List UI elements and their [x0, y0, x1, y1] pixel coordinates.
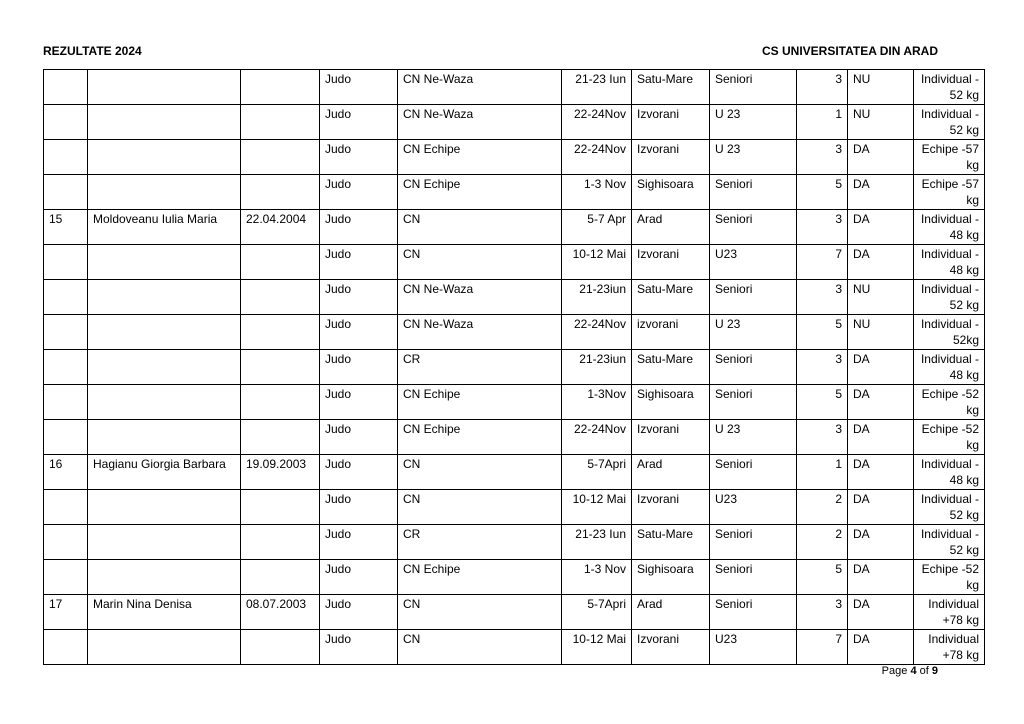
cell-category: Seniori	[710, 280, 797, 315]
cell-name	[88, 140, 241, 175]
cell-location: Arad	[632, 210, 710, 245]
table-row	[44, 105, 985, 140]
cell-competition: CN	[398, 630, 562, 665]
cell-name	[88, 350, 241, 385]
page-number: 4	[910, 665, 917, 677]
cell-period: 5-7 Apr	[562, 210, 632, 245]
cell-place: 3	[797, 70, 848, 105]
cell-place: 5	[797, 315, 848, 350]
table-row	[44, 385, 985, 420]
cell-sport: Judo	[320, 210, 398, 245]
cell-birthdate	[241, 630, 320, 665]
cell-flag: DA	[848, 350, 914, 385]
table-row	[44, 140, 985, 175]
cell-nr	[44, 140, 88, 175]
cell-category: U23	[710, 245, 797, 280]
cell-nr	[44, 420, 88, 455]
cell-competition: CN Ne-Waza	[398, 315, 562, 350]
cell-period: 1-3 Nov	[562, 560, 632, 595]
cell-place: 5	[797, 560, 848, 595]
cell-place: 3	[797, 350, 848, 385]
cell-birthdate	[241, 350, 320, 385]
cell-name: Moldoveanu Iulia Maria	[88, 210, 241, 245]
cell-event: Individual - 52 kg	[914, 280, 985, 315]
cell-nr	[44, 70, 88, 105]
cell-nr: 16	[44, 455, 88, 490]
cell-location: Izvorani	[632, 140, 710, 175]
cell-location: Satu-Mare	[632, 70, 710, 105]
cell-period: 21-23 Iun	[562, 70, 632, 105]
cell-competition: CN	[398, 455, 562, 490]
cell-flag: DA	[848, 245, 914, 280]
cell-flag: DA	[848, 490, 914, 525]
cell-event: Individual - 48 kg	[914, 350, 985, 385]
cell-period: 5-7Apri	[562, 595, 632, 630]
cell-event: Individual - 48 kg	[914, 455, 985, 490]
cell-sport: Judo	[320, 420, 398, 455]
cell-competition: CN Echipe	[398, 385, 562, 420]
cell-place: 5	[797, 385, 848, 420]
cell-birthdate: 22.04.2004	[241, 210, 320, 245]
table-row	[44, 315, 985, 350]
cell-birthdate	[241, 490, 320, 525]
cell-nr	[44, 385, 88, 420]
cell-place: 7	[797, 245, 848, 280]
header-right-title: CS UNIVERSITATEA DIN ARAD	[761, 44, 938, 58]
table-row	[44, 595, 985, 630]
table-row	[44, 630, 985, 665]
cell-flag: DA	[848, 595, 914, 630]
cell-sport: Judo	[320, 70, 398, 105]
cell-name: Marin Nina Denisa	[88, 595, 241, 630]
cell-flag: DA	[848, 630, 914, 665]
page-footer	[882, 665, 938, 677]
table-row	[44, 280, 985, 315]
cell-period: 10-12 Mai	[562, 490, 632, 525]
cell-category: Seniori	[710, 210, 797, 245]
cell-nr	[44, 525, 88, 560]
cell-sport: Judo	[320, 105, 398, 140]
cell-category: U23	[710, 630, 797, 665]
cell-place: 3	[797, 595, 848, 630]
cell-place: 2	[797, 490, 848, 525]
cell-category: Seniori	[710, 595, 797, 630]
cell-competition: CN	[398, 490, 562, 525]
cell-period: 10-12 Mai	[562, 245, 632, 280]
cell-event: Individual - 52 kg	[914, 105, 985, 140]
cell-competition: CN	[398, 595, 562, 630]
cell-nr	[44, 280, 88, 315]
cell-location: Satu-Mare	[632, 350, 710, 385]
cell-competition: CN Echipe	[398, 420, 562, 455]
cell-name	[88, 560, 241, 595]
cell-location: Satu-Mare	[632, 280, 710, 315]
cell-category: Seniori	[710, 175, 797, 210]
cell-event: Individual - 48 kg	[914, 210, 985, 245]
cell-name	[88, 420, 241, 455]
cell-flag: DA	[848, 455, 914, 490]
cell-birthdate	[241, 175, 320, 210]
cell-flag: DA	[848, 175, 914, 210]
cell-flag: DA	[848, 420, 914, 455]
cell-period: 5-7Apri	[562, 455, 632, 490]
cell-event: Echipe -52 kg	[914, 385, 985, 420]
cell-nr	[44, 560, 88, 595]
cell-name	[88, 245, 241, 280]
table-row	[44, 350, 985, 385]
cell-sport: Judo	[320, 385, 398, 420]
cell-sport: Judo	[320, 140, 398, 175]
cell-place: 1	[797, 105, 848, 140]
cell-location: Izvorani	[632, 420, 710, 455]
cell-event: Echipe -57 kg	[914, 140, 985, 175]
cell-nr	[44, 490, 88, 525]
cell-event: Echipe -52 kg	[914, 420, 985, 455]
page-total: 9	[931, 665, 938, 677]
cell-category: U 23	[710, 315, 797, 350]
cell-period: 21-23iun	[562, 280, 632, 315]
cell-flag: NU	[848, 280, 914, 315]
cell-flag: NU	[848, 315, 914, 350]
cell-name	[88, 105, 241, 140]
cell-period: 1-3Nov	[562, 385, 632, 420]
cell-name	[88, 315, 241, 350]
results-table	[43, 69, 985, 665]
cell-birthdate	[241, 385, 320, 420]
cell-place: 3	[797, 420, 848, 455]
cell-period: 1-3 Nov	[562, 175, 632, 210]
results-table-body	[44, 70, 985, 665]
cell-place: 3	[797, 280, 848, 315]
cell-name	[88, 280, 241, 315]
cell-flag: DA	[848, 525, 914, 560]
cell-place: 3	[797, 210, 848, 245]
cell-nr: 17	[44, 595, 88, 630]
cell-name: Hagianu Giorgia Barbara	[88, 455, 241, 490]
cell-sport: Judo	[320, 245, 398, 280]
cell-event: Echipe -57 kg	[914, 175, 985, 210]
cell-location: Arad	[632, 595, 710, 630]
cell-sport: Judo	[320, 455, 398, 490]
cell-sport: Judo	[320, 525, 398, 560]
cell-period: 10-12 Mai	[562, 630, 632, 665]
cell-category: U23	[710, 490, 797, 525]
cell-category: Seniori	[710, 350, 797, 385]
cell-location: Izvorani	[632, 245, 710, 280]
cell-birthdate	[241, 315, 320, 350]
cell-birthdate	[241, 245, 320, 280]
cell-location: Sighisoara	[632, 560, 710, 595]
table-row	[44, 210, 985, 245]
of-word: of	[919, 665, 929, 677]
cell-period: 22-24Nov	[562, 420, 632, 455]
cell-birthdate	[241, 525, 320, 560]
cell-event: Individual - 48 kg	[914, 245, 985, 280]
cell-name	[88, 525, 241, 560]
cell-place: 5	[797, 175, 848, 210]
cell-competition: CN Echipe	[398, 175, 562, 210]
cell-category: Seniori	[710, 70, 797, 105]
table-row	[44, 490, 985, 525]
cell-category: U 23	[710, 105, 797, 140]
cell-place: 7	[797, 630, 848, 665]
cell-location: Izvorani	[632, 105, 710, 140]
cell-birthdate	[241, 70, 320, 105]
cell-birthdate	[241, 105, 320, 140]
cell-nr	[44, 245, 88, 280]
cell-period: 22-24Nov	[562, 315, 632, 350]
cell-category: Seniori	[710, 385, 797, 420]
cell-name	[88, 490, 241, 525]
cell-period: 22-24Nov	[562, 140, 632, 175]
cell-nr	[44, 315, 88, 350]
cell-competition: CR	[398, 350, 562, 385]
cell-name	[88, 630, 241, 665]
cell-competition: CN Ne-Waza	[398, 105, 562, 140]
cell-sport: Judo	[320, 315, 398, 350]
cell-competition: CN Echipe	[398, 140, 562, 175]
cell-competition: CN Ne-Waza	[398, 280, 562, 315]
cell-event: Individual - 52 kg	[914, 490, 985, 525]
cell-event: Individual - 52kg	[914, 315, 985, 350]
cell-location: Sighisoara	[632, 175, 710, 210]
table-row	[44, 245, 985, 280]
cell-name	[88, 385, 241, 420]
cell-period: 21-23 Iun	[562, 525, 632, 560]
cell-sport: Judo	[320, 630, 398, 665]
cell-name	[88, 70, 241, 105]
cell-sport: Judo	[320, 280, 398, 315]
cell-event: Echipe -52 kg	[914, 560, 985, 595]
cell-birthdate: 08.07.2003	[241, 595, 320, 630]
cell-category: Seniori	[710, 525, 797, 560]
cell-sport: Judo	[320, 175, 398, 210]
cell-competition: CR	[398, 525, 562, 560]
cell-competition: CN	[398, 245, 562, 280]
cell-flag: NU	[848, 70, 914, 105]
table-row	[44, 455, 985, 490]
cell-period: 21-23iun	[562, 350, 632, 385]
table-row	[44, 560, 985, 595]
cell-birthdate: 19.09.2003	[241, 455, 320, 490]
cell-location: izvorani	[632, 315, 710, 350]
cell-category: Seniori	[710, 560, 797, 595]
cell-flag: DA	[848, 140, 914, 175]
cell-period: 22-24Nov	[562, 105, 632, 140]
cell-flag: DA	[848, 385, 914, 420]
cell-event: Individual - 52 kg	[914, 525, 985, 560]
cell-category: Seniori	[710, 455, 797, 490]
cell-name	[88, 175, 241, 210]
cell-location: Izvorani	[632, 630, 710, 665]
cell-location: Arad	[632, 455, 710, 490]
cell-competition: CN Ne-Waza	[398, 70, 562, 105]
table-row	[44, 175, 985, 210]
cell-sport: Judo	[320, 560, 398, 595]
cell-event: Individual +78 kg	[914, 595, 985, 630]
cell-event: Individual - 52 kg	[914, 70, 985, 105]
cell-flag: DA	[848, 210, 914, 245]
cell-category: U 23	[710, 140, 797, 175]
cell-event: Individual +78 kg	[914, 630, 985, 665]
cell-competition: CN	[398, 210, 562, 245]
table-row	[44, 420, 985, 455]
cell-location: Satu-Mare	[632, 525, 710, 560]
cell-nr	[44, 105, 88, 140]
cell-flag: NU	[848, 105, 914, 140]
cell-sport: Judo	[320, 350, 398, 385]
cell-sport: Judo	[320, 490, 398, 525]
cell-place: 1	[797, 455, 848, 490]
cell-nr: 15	[44, 210, 88, 245]
cell-birthdate	[241, 140, 320, 175]
cell-nr	[44, 175, 88, 210]
cell-sport: Judo	[320, 595, 398, 630]
table-row	[44, 70, 985, 105]
table-row	[44, 525, 985, 560]
cell-category: U 23	[710, 420, 797, 455]
page-word: Page	[881, 665, 908, 677]
cell-location: Sighisoara	[632, 385, 710, 420]
cell-nr	[44, 630, 88, 665]
cell-flag: DA	[848, 560, 914, 595]
cell-birthdate	[241, 420, 320, 455]
cell-birthdate	[241, 560, 320, 595]
cell-location: Izvorani	[632, 490, 710, 525]
cell-birthdate	[241, 280, 320, 315]
cell-place: 3	[797, 140, 848, 175]
cell-nr	[44, 350, 88, 385]
cell-competition: CN Echipe	[398, 560, 562, 595]
cell-place: 2	[797, 525, 848, 560]
header-left-title: REZULTATE 2024	[43, 44, 142, 58]
